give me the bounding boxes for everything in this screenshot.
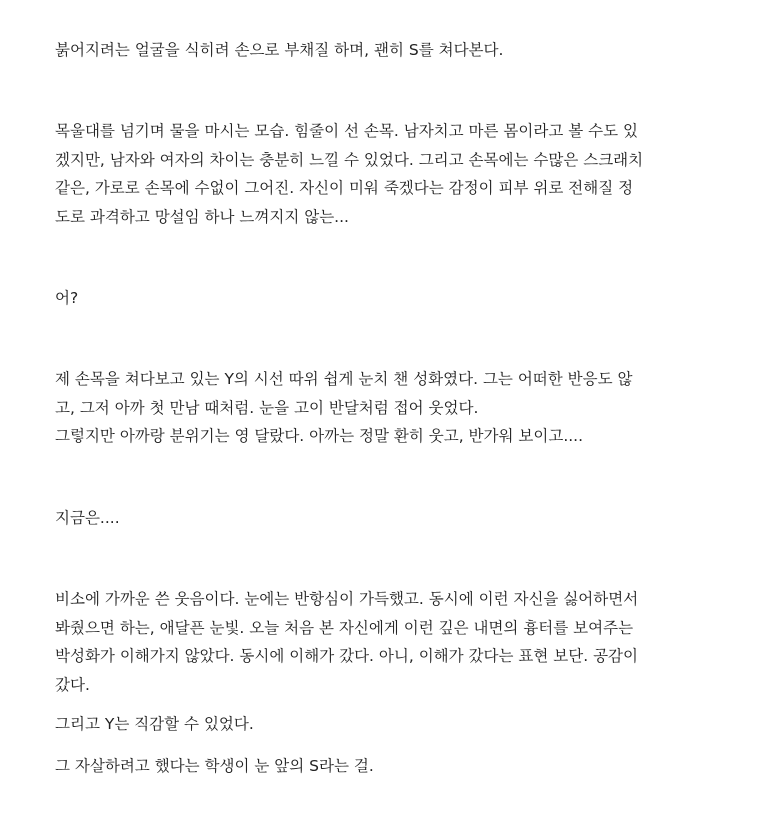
paragraph-line: 겠지만, 남자와 여자의 차이는 충분히 느낄 수 있었다. 그리고 손목에는 수많은 스크래치	[55, 150, 644, 169]
paragraph-4	[55, 365, 730, 451]
paragraph-line: 도로 과격하고 망설임 하나 느껴지지 않는...	[55, 207, 349, 226]
paragraph-line: 고, 그저 아까 첫 만남 때처럼. 눈을 고이 반달처럼 접어 웃었다.	[55, 398, 479, 417]
paragraph-5	[55, 504, 730, 533]
paragraph-2	[55, 117, 730, 231]
paragraph-line: 봐줬으면 하는, 애달픈 눈빛. 오늘 처음 본 자신에게 이런 깊은 내면의 흉터를 보여주는	[55, 618, 634, 637]
paragraph-line: 어?	[55, 289, 79, 307]
paragraph-line: 그 자살하려고 했다는 학생이 눈 앞의 S라는 걸.	[55, 757, 374, 775]
paragraph-line: 같은, 가로로 손목에 수없이 그어진. 자신이 미워 죽겠다는 감정이 피부 위로 전해질 정	[55, 179, 634, 197]
paragraph-line: 제 손목을 쳐다보고 있는 Y의 시선 따위 쉽게 눈치 챈 성화였다. 그는 어떠한 반응도 않	[55, 370, 633, 388]
paragraph-line: 붉어지려는 얼굴을 식히려 손으로 부채질 하며, 괜히 S를 쳐다본다.	[55, 41, 504, 59]
paragraph-7	[55, 710, 730, 739]
paragraph-line: 그렇지만 아까랑 분위기는 영 달랐다. 아까는 정말 환히 웃고, 반가워 보이고....	[55, 427, 584, 445]
paragraph-8	[55, 752, 730, 781]
paragraph-6	[55, 585, 730, 699]
paragraph-line: 목울대를 넘기며 물을 마시는 모습. 힘줄이 선 손목. 남자치고 마른 몸이라고 볼 수도 있	[55, 122, 638, 140]
paragraph-line: 그리고 Y는 직감할 수 있었다.	[55, 715, 254, 733]
paragraph-line: 비소에 가까운 쓴 웃음이다. 눈에는 반항심이 가득했고. 동시에 이런 자신을 싫어하면서	[55, 590, 639, 608]
paragraph-1	[55, 36, 730, 65]
paragraph-line: 지금은....	[55, 509, 120, 527]
paragraph-line: 박성화가 이해가지 않았다. 동시에 이해가 갔다. 아니, 이해가 갔다는 표현 보단. 공감이	[55, 647, 638, 665]
paragraph-3	[55, 284, 730, 313]
paragraph-line: 갔다.	[55, 675, 90, 694]
